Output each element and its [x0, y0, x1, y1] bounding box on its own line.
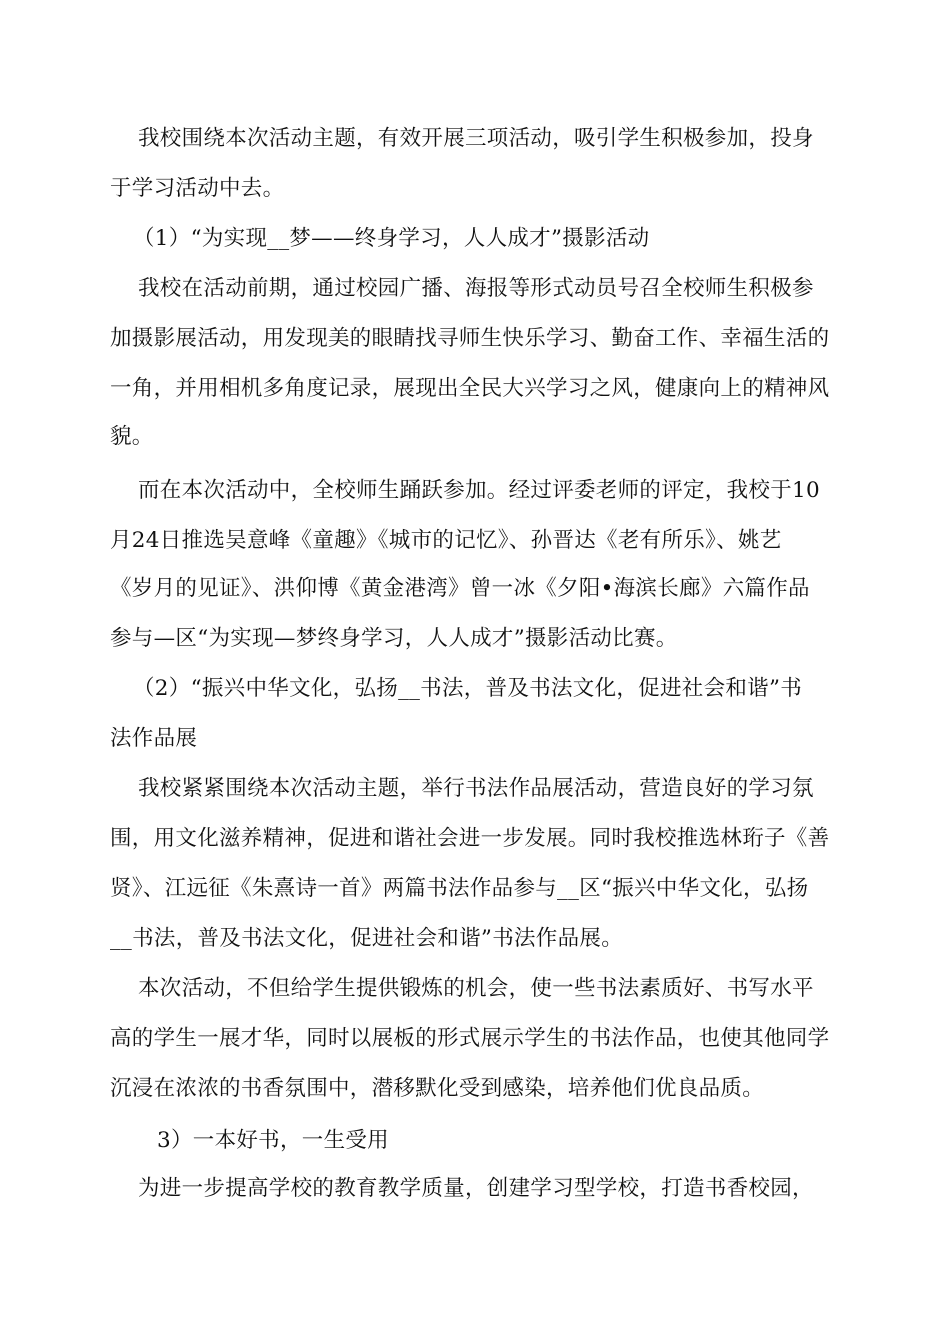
section-heading: （2）“振兴中华文化，弘扬__书法，普及书法文化，促进社会和谐”书 [133, 676, 803, 701]
text-line: 我校紧紧围绕本次活动主题，举行书法作品展活动，营造良好的学习氛 [138, 776, 814, 801]
text-line: 贤》、江远征《朱熹诗一首》两篇书法作品参与__区“振兴中华文化，弘扬 [110, 876, 809, 901]
text-line: 围，用文化滋养精神，促进和谐社会进一步发展。同时我校推选林珩子《善 [110, 826, 830, 851]
text-line: 沉浸在浓浓的书香氛围中，潜移默化受到感染，培养他们优良品质。 [110, 1076, 765, 1101]
text-line: 月24日推选吴意峰《童趣》《城市的记忆》、孙晋达《老有所乐》、姚艺 [110, 528, 782, 553]
section-heading: 3）一本好书，一生受用 [157, 1128, 389, 1153]
text-line: 高的学生一展才华，同时以展板的形式展示学生的书法作品，也使其他同学 [110, 1026, 830, 1051]
text-line: __书法，普及书法文化，促进社会和谐”书法作品展。 [110, 926, 623, 951]
text-line: 于学习活动中去。 [110, 176, 285, 201]
text-line: 加摄影展活动，用发现美的眼睛找寻师生快乐学习、勤奋工作、幸福生活的 [110, 326, 830, 351]
text-line: 本次活动，不但给学生提供锻炼的机会，使一些书法素质好、书写水平 [138, 976, 814, 1001]
text-line: 为进一步提高学校的教育教学质量，创建学习型学校，打造书香校园， [138, 1176, 814, 1201]
text-line: 我校在活动前期，通过校园广播、海报等形式动员号召全校师生积极参 [138, 276, 814, 301]
text-line: 貌。 [110, 424, 154, 449]
section-heading-continued: 法作品展 [110, 726, 198, 751]
text-line: 一角，并用相机多角度记录，展现出全民大兴学习之风，健康向上的精神风 [110, 376, 830, 401]
text-line: 而在本次活动中，全校师生踊跃参加。经过评委老师的评定，我校于10 [138, 478, 820, 503]
text-line: 我校围绕本次活动主题，有效开展三项活动，吸引学生积极参加，投身 [138, 126, 814, 151]
text-line: 《岁月的见证》、洪仰博《黄金港湾》曾一冰《夕阳•海滨长廊》六篇作品 [110, 576, 810, 601]
section-heading: （1）“为实现__梦——终身学习，人人成才”摄影活动 [133, 226, 650, 251]
text-line: 参与—区“为实现—梦终身学习，人人成才”摄影活动比赛。 [110, 626, 678, 651]
